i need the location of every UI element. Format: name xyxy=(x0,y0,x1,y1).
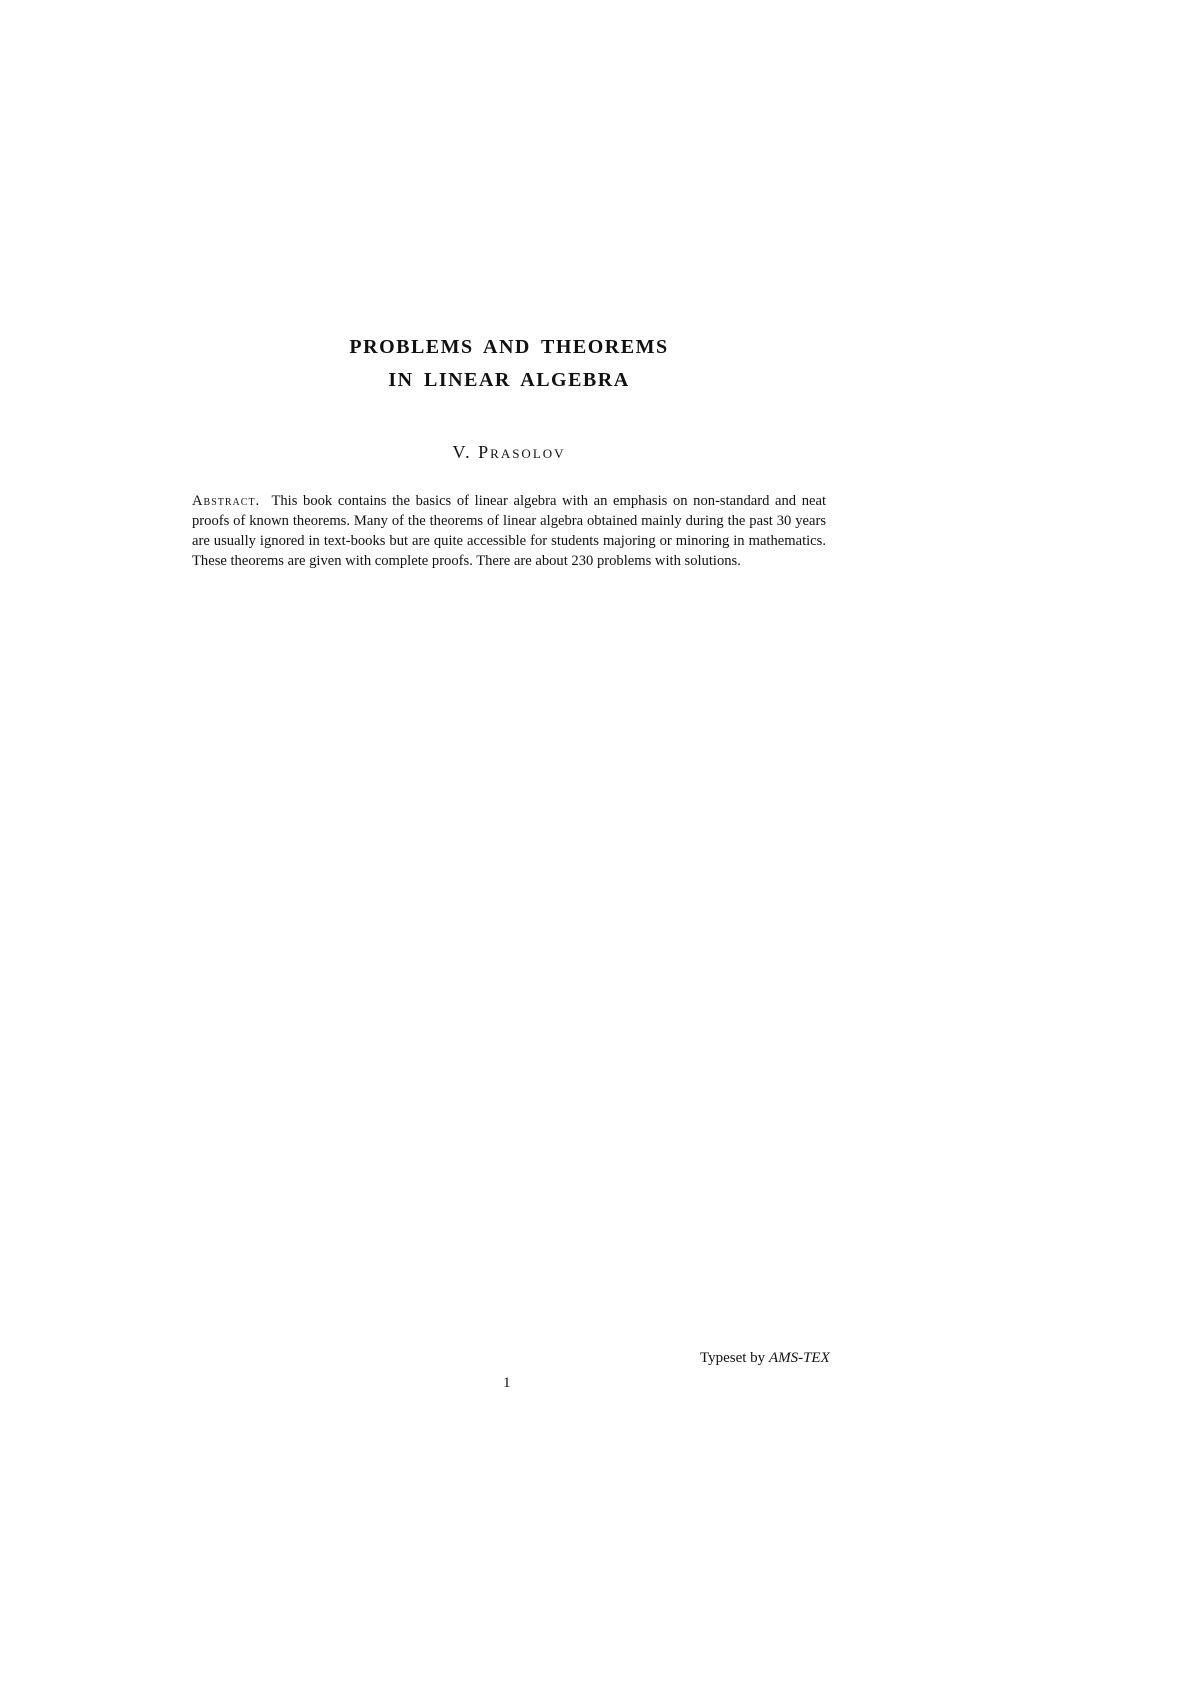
title-line-1: PROBLEMS AND THEOREMS xyxy=(349,336,669,358)
abstract-paragraph xyxy=(192,491,826,571)
amstex-logo: AMS-TEX xyxy=(768,1350,830,1366)
author-name: V. Prasolov xyxy=(452,442,566,462)
abstract-text: This book contains the basics of linear algebra with an emphasis on non-standard and neat proofs of known theorems. Many of the theorems of linear algebra obtained mainly during the past 30 years are usually ignored in text-books but are quite accessible for students majoring or minoring in mathematics. These theorems are given with complete proofs. There are about 230 problems with solutions. xyxy=(192,493,827,569)
typeset-prefix: Typeset by xyxy=(700,1350,766,1366)
page-number: 1 xyxy=(503,1375,511,1391)
typeset-note xyxy=(700,1350,830,1367)
abstract-label: Abstract. xyxy=(192,493,261,509)
title-line-2: IN LINEAR ALGEBRA xyxy=(388,369,630,391)
